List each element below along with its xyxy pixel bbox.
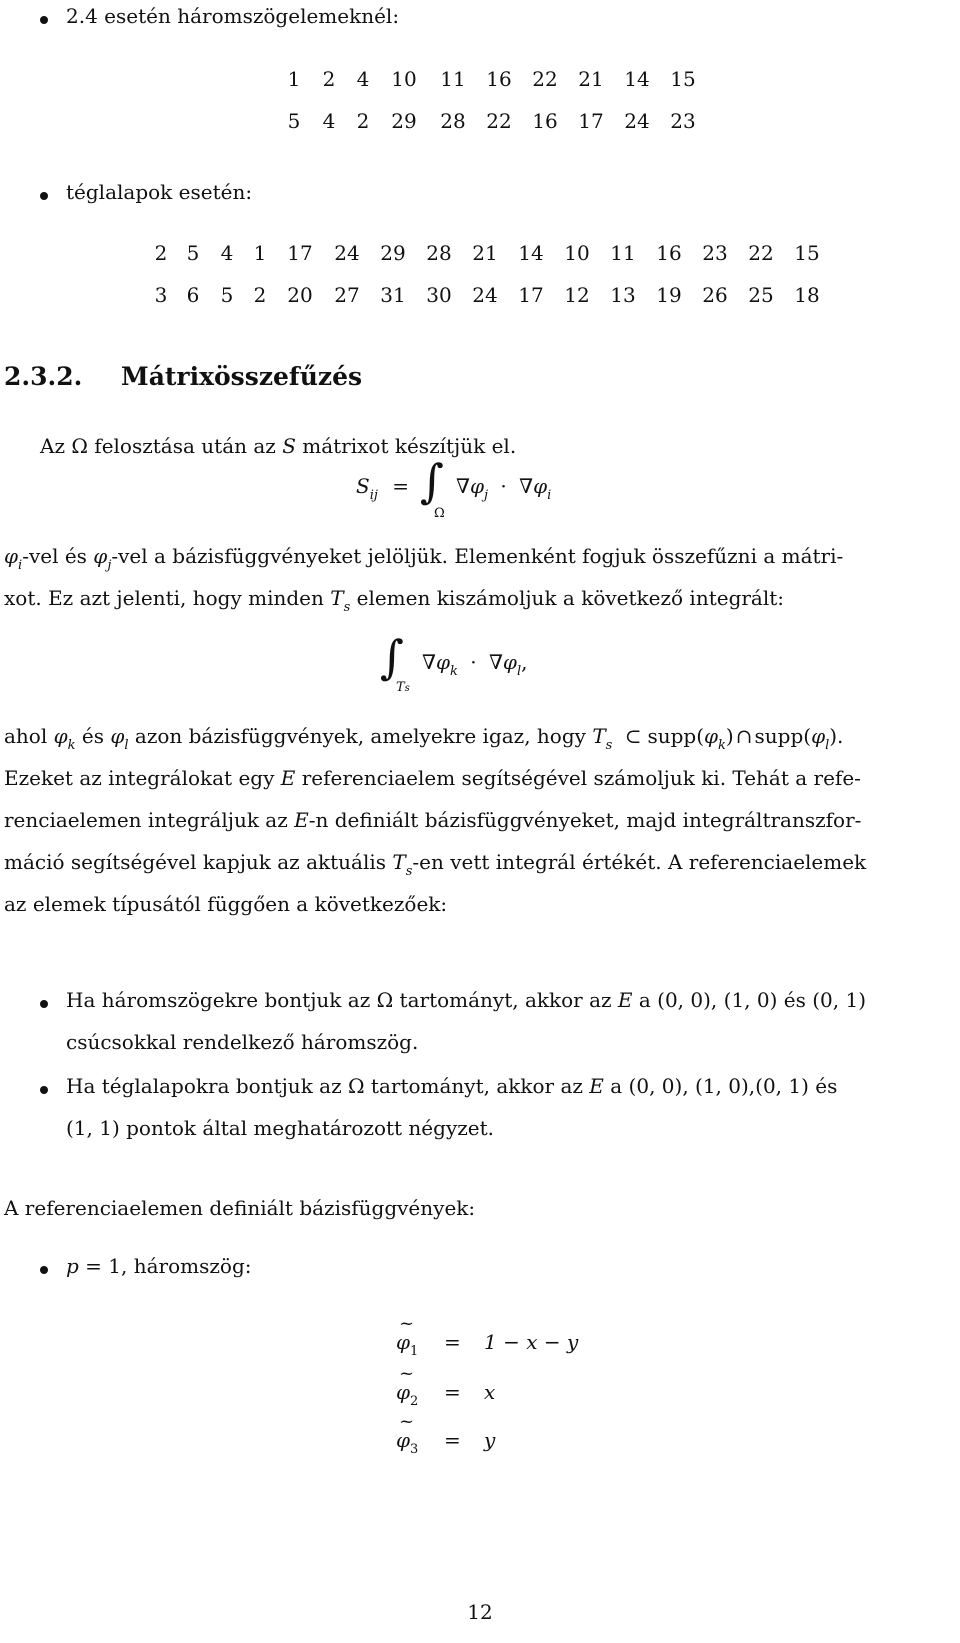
text: mátrixot készítjük el.	[295, 434, 517, 458]
paragraph-line	[4, 724, 844, 753]
math-T: T	[392, 850, 406, 874]
math-phi-tilde: ~ φ	[396, 1380, 410, 1404]
table-cell: 22	[532, 67, 558, 91]
list-item	[66, 1254, 251, 1278]
math-E: E	[589, 1074, 604, 1098]
intro-paragraph	[40, 434, 516, 458]
equation-row	[396, 1330, 419, 1359]
math-phi: φ	[53, 724, 68, 748]
text: referenciaelem segítségével számoljuk ki. Tehát a refe-	[295, 766, 861, 790]
equation-integrand	[456, 474, 552, 503]
math-phi-tilde: ~ φ	[396, 1428, 410, 1452]
table-cell: 2	[253, 283, 267, 307]
bullet	[40, 192, 48, 200]
text: -vel és	[22, 544, 94, 568]
math-T: T	[396, 680, 405, 695]
table-cell: 25	[748, 283, 774, 307]
dot: ·	[500, 474, 507, 498]
equals: =	[444, 1330, 461, 1354]
table-cell: 3	[154, 283, 168, 307]
section-title: Mátrixösszefűzés	[121, 362, 363, 391]
subscript: l	[516, 664, 522, 679]
math-E: E	[294, 808, 309, 832]
paragraph-line: az elemek típusától függően a következőek:	[4, 892, 448, 916]
omega: Ω	[376, 988, 394, 1012]
table-cell: 17	[287, 241, 313, 265]
page-number: 12	[467, 1600, 493, 1624]
table-cell: 10	[564, 241, 590, 265]
table-cell: 6	[186, 283, 200, 307]
list-item-continuation: csúcsokkal rendelkező háromszög.	[66, 1030, 419, 1054]
table-cell: 2	[322, 67, 336, 91]
table-cell: 22	[748, 241, 774, 265]
subscript: k	[67, 738, 76, 753]
text: )	[725, 724, 734, 748]
equation-integrand	[422, 650, 528, 679]
table-cell: 30	[426, 283, 452, 307]
paragraph-line	[4, 544, 844, 573]
list-item	[66, 1074, 837, 1098]
math-S: S	[282, 434, 296, 458]
table-cell: 21	[578, 67, 604, 91]
table-cell: 29	[391, 109, 417, 133]
subscript: j	[107, 558, 112, 573]
table-cell: 5	[186, 241, 200, 265]
subscript: l	[124, 738, 129, 753]
math-phi: φ	[435, 650, 450, 674]
element-table-rectangles	[146, 232, 830, 316]
table-cell: 14	[518, 241, 544, 265]
paragraph-line	[4, 850, 867, 879]
paragraph-line	[4, 766, 861, 790]
list-item	[66, 988, 866, 1012]
nabla: ∇	[519, 474, 534, 498]
table-cell: 16	[532, 109, 558, 133]
text: Ha háromszögekre bontjuk az	[66, 988, 377, 1012]
text: a (0, 0), (1, 0) és (0, 1)	[632, 988, 866, 1012]
table-cell: 1	[253, 241, 267, 265]
table-cell: 29	[380, 241, 406, 265]
equation-rhs: y	[484, 1428, 496, 1452]
table-cell: 13	[610, 283, 636, 307]
subscript: 2	[410, 1394, 419, 1409]
cap-symbol: ∩	[735, 724, 753, 748]
table-cell: 26	[702, 283, 728, 307]
subscript: s	[605, 738, 613, 753]
table-cell: 28	[440, 109, 466, 133]
equation-rhs: x	[484, 1380, 496, 1404]
table-row	[278, 58, 706, 100]
math-phi: φ	[93, 544, 108, 568]
table-cell: 15	[670, 67, 696, 91]
math-phi: φ	[704, 724, 719, 748]
table-cell: 4	[322, 109, 336, 133]
table-cell: 23	[702, 241, 728, 265]
equation-row	[396, 1380, 419, 1409]
table-cell: 11	[610, 241, 636, 265]
integral-lower-limit: Ω	[434, 506, 445, 521]
text: tartományt, akkor az	[393, 988, 618, 1012]
table-cell: 12	[564, 283, 590, 307]
table-cell: 22	[486, 109, 512, 133]
math-phi-tilde: ~ φ	[396, 1330, 410, 1354]
list-item: téglalapok esetén:	[66, 180, 253, 204]
equals: =	[444, 1380, 461, 1404]
subset-symbol: ⊂	[624, 724, 642, 748]
nabla: ∇	[422, 650, 436, 674]
subscript: s	[343, 600, 351, 615]
subscript: k	[718, 738, 726, 753]
text: felosztása után az	[87, 434, 283, 458]
table-cell: 4	[356, 67, 370, 91]
table-cell: 2	[154, 241, 168, 265]
text: -en vett integrál értékét. A referenciaelemek	[412, 850, 867, 874]
math-phi: φ	[533, 474, 548, 498]
text: -n definiált bázisfüggvényeket, majd integráltranszfor-	[308, 808, 862, 832]
text: ahol	[4, 724, 54, 748]
text: Ha téglalapokra bontjuk az	[66, 1074, 348, 1098]
text: Ezeket az integrálokat egy	[4, 766, 281, 790]
math-phi: φ	[502, 650, 517, 674]
subscript: ij	[369, 488, 378, 503]
section-number: 2.3.2.	[4, 362, 83, 391]
text: azon bázisfüggvények, amelyekre igaz, hogy	[128, 724, 593, 748]
text: elemen kiszámoljuk a következő integrált:	[350, 586, 785, 610]
math-p: p	[66, 1254, 79, 1278]
math-phi: φ	[110, 724, 125, 748]
table-row	[146, 232, 830, 274]
nabla: ∇	[456, 474, 470, 498]
subscript: l	[825, 738, 830, 753]
text: xot. Ez azt jelenti, hogy minden	[4, 586, 331, 610]
omega: Ω	[347, 1074, 365, 1098]
table-cell: 5	[287, 109, 301, 133]
equals: =	[444, 1428, 461, 1452]
paragraph-line	[4, 808, 861, 832]
text: ).	[829, 724, 844, 748]
table-cell: 14	[624, 67, 650, 91]
subscript: 3	[410, 1442, 419, 1457]
table-cell: 17	[518, 283, 544, 307]
table-cell: 18	[794, 283, 820, 307]
table-cell: 19	[656, 283, 682, 307]
math-phi: φ	[811, 724, 826, 748]
element-table-triangles	[278, 58, 706, 142]
bullet	[40, 1086, 48, 1094]
table-cell: 24	[472, 283, 498, 307]
equation-row	[396, 1428, 419, 1457]
integral-sign: ∫	[420, 454, 444, 508]
bullet	[40, 1000, 48, 1008]
math-T: T	[592, 724, 606, 748]
math-phi: φ	[4, 544, 19, 568]
math-S: S	[356, 474, 370, 498]
table-cell: 4	[220, 241, 234, 265]
list-item-continuation: (1, 1) pontok által meghatározott négyzet.	[66, 1116, 495, 1140]
paragraph-line: A referenciaelemen definiált bázisfüggvények:	[4, 1196, 476, 1220]
table-cell: 17	[578, 109, 604, 133]
text: és	[75, 724, 111, 748]
math-phi: φ	[469, 474, 484, 498]
table-cell: 27	[334, 283, 360, 307]
nabla: ∇	[488, 650, 503, 674]
table-cell: 23	[670, 109, 696, 133]
subscript: i	[18, 558, 23, 573]
table-cell: 11	[440, 67, 466, 91]
table-cell: 1	[287, 67, 301, 91]
text: Az	[40, 434, 72, 458]
text: tartományt, akkor az	[364, 1074, 590, 1098]
subscript: j	[483, 488, 489, 503]
subscript: s	[405, 864, 413, 879]
table-cell: 2	[356, 109, 370, 133]
math-T: T	[330, 586, 344, 610]
table-cell: 16	[486, 67, 512, 91]
subscript: 1	[410, 1344, 419, 1359]
text: a (0, 0), (1, 0),(0, 1) és	[603, 1074, 838, 1098]
equation-lhs	[356, 474, 410, 503]
list-item: 2.4 esetén háromszögelemeknél:	[66, 4, 400, 28]
math-E: E	[280, 766, 296, 790]
table-cell: 28	[426, 241, 452, 265]
integral-lower-limit	[396, 680, 410, 695]
table-cell: 10	[391, 67, 417, 91]
paragraph-line	[4, 586, 785, 615]
omega: Ω	[71, 434, 88, 458]
table-row	[146, 274, 830, 316]
table-cell: 5	[220, 283, 234, 307]
table-cell: 20	[287, 283, 313, 307]
text: máció segítségével kapjuk az aktuális	[4, 850, 393, 874]
equals: =	[392, 474, 410, 498]
equation-rhs: 1 − x − y	[484, 1330, 579, 1354]
dot: ·	[470, 650, 477, 674]
comma: ,	[521, 650, 528, 674]
text: supp(	[754, 724, 812, 748]
text: -vel a bázisfüggvényeket jelöljük. Elemenként fogjuk összefűzni a mátri-	[111, 544, 844, 568]
table-cell: 24	[624, 109, 650, 133]
text: = 1, háromszög:	[78, 1254, 252, 1278]
bullet	[40, 1266, 48, 1274]
subscript: k	[449, 664, 458, 679]
bullet	[40, 16, 48, 24]
text: renciaelemen integráljuk az	[4, 808, 295, 832]
table-row	[278, 100, 706, 142]
table-cell: 15	[794, 241, 820, 265]
text: supp(	[647, 724, 705, 748]
integral-sign: ∫	[380, 630, 404, 684]
table-cell: 16	[656, 241, 682, 265]
table-cell: 24	[334, 241, 360, 265]
subscript: i	[547, 488, 552, 503]
table-cell: 21	[472, 241, 498, 265]
subscript: s	[404, 683, 410, 694]
math-E: E	[617, 988, 633, 1012]
section-heading	[4, 362, 362, 391]
table-cell: 31	[380, 283, 406, 307]
